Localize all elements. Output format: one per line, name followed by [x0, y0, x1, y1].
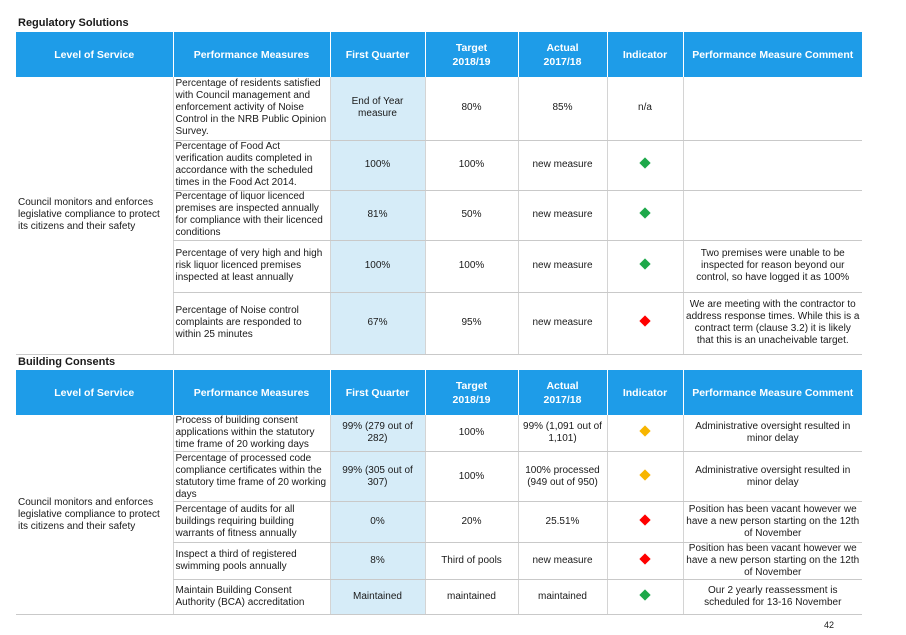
- indicator-cell: [607, 190, 683, 240]
- target-cell: 95%: [425, 292, 518, 354]
- section-title-building-consents: Building Consents: [18, 356, 116, 368]
- green-diamond-icon: [639, 207, 650, 218]
- header-comment: Performance Measure Comment: [683, 32, 862, 77]
- building-consents-table: [16, 370, 862, 615]
- target-cell: 100%: [425, 240, 518, 292]
- target-cell: 100%: [425, 415, 518, 452]
- section-title-regulatory-solutions: Regulatory Solutions: [18, 17, 129, 29]
- comment-cell: Position has been vacant however we have a new person starting on the 12th of November: [683, 502, 862, 543]
- target-cell: 50%: [425, 190, 518, 240]
- header-performance-measures: Performance Measures: [173, 370, 330, 415]
- first-quarter-cell: 99% (305 out of 307): [330, 452, 425, 502]
- first-quarter-cell: 67%: [330, 292, 425, 354]
- indicator-cell: [607, 140, 683, 190]
- actual-cell: 25.51%: [518, 502, 607, 543]
- target-cell: 100%: [425, 452, 518, 502]
- first-quarter-cell: 0%: [330, 502, 425, 543]
- measure-cell: Percentage of Noise control complaints are responded to within 25 minutes: [173, 292, 330, 354]
- header-comment: Performance Measure Comment: [683, 370, 862, 415]
- first-quarter-cell: 8%: [330, 543, 425, 580]
- measure-cell: Percentage of Food Act verification audits completed in accordance with the scheduled times in the Food Act 2014.: [173, 140, 330, 190]
- header-level-of-service: Level of Service: [16, 32, 173, 77]
- green-diamond-icon: [639, 157, 650, 168]
- actual-cell: 99% (1,091 out of 1,101): [518, 415, 607, 452]
- comment-cell: Position has been vacant however we have a new person starting on the 12th of November: [683, 543, 862, 580]
- comment-cell: [683, 77, 862, 140]
- comment-cell: Administrative oversight resulted in minor delay: [683, 452, 862, 502]
- first-quarter-cell: End of Year measure: [330, 77, 425, 140]
- indicator-cell: [607, 415, 683, 452]
- actual-cell: new measure: [518, 140, 607, 190]
- header-target: Target 2018/19: [425, 32, 518, 77]
- header-indicator: Indicator: [607, 370, 683, 415]
- level-of-service-cell: Council monitors and enforces legislative compliance to protect its citizens and their safety: [16, 415, 173, 615]
- target-cell: maintained: [425, 580, 518, 615]
- header-indicator: Indicator: [607, 32, 683, 77]
- actual-cell: new measure: [518, 292, 607, 354]
- indicator-cell: [607, 502, 683, 543]
- page-number: 42: [823, 620, 834, 630]
- header-actual: Actual 2017/18: [518, 32, 607, 77]
- green-diamond-icon: [639, 589, 650, 600]
- indicator-cell: [607, 240, 683, 292]
- measure-cell: Maintain Building Consent Authority (BCA) accreditation: [173, 580, 330, 615]
- regulatory-solutions-table: [16, 32, 862, 355]
- red-diamond-icon: [639, 514, 650, 525]
- comment-cell: Administrative oversight resulted in minor delay: [683, 415, 862, 452]
- indicator-cell: [607, 543, 683, 580]
- red-diamond-icon: [639, 553, 650, 564]
- target-cell: Third of pools: [425, 543, 518, 580]
- comment-cell: Two premises were unable to be inspected for reason beyond our control, so have logged it as 100%: [683, 240, 862, 292]
- indicator-cell: [607, 292, 683, 354]
- measure-cell: Process of building consent applications within the statutory time frame of 20 working days: [173, 415, 330, 452]
- measure-cell: Percentage of residents satisfied with Council management and enforcement activity of Noise Control in the NRB Public Opinion Survey.: [173, 77, 330, 140]
- level-of-service-cell: Council monitors and enforces legislative compliance to protect its citizens and their safety: [16, 77, 173, 354]
- target-cell: 20%: [425, 502, 518, 543]
- measure-cell: Percentage of liquor licenced premises are inspected annually for compliance with their licenced conditions: [173, 190, 330, 240]
- first-quarter-cell: 100%: [330, 140, 425, 190]
- first-quarter-cell: 100%: [330, 240, 425, 292]
- header-first-quarter: First Quarter: [330, 32, 425, 77]
- indicator-cell: [607, 452, 683, 502]
- amber-diamond-icon: [639, 425, 650, 436]
- comment-cell: We are meeting with the contractor to address response times. While this is a contract term (clause 3.2) it is likely that this is an unacheivable target.: [683, 292, 862, 354]
- actual-cell: 100% processed (949 out of 950): [518, 452, 607, 502]
- measure-cell: Percentage of very high and high risk liquor licenced premises inspected at least annually: [173, 240, 330, 292]
- header-actual: Actual 2017/18: [518, 370, 607, 415]
- header-target: Target 2018/19: [425, 370, 518, 415]
- green-diamond-icon: [639, 258, 650, 269]
- actual-cell: new measure: [518, 543, 607, 580]
- comment-cell: [683, 140, 862, 190]
- target-cell: 100%: [425, 140, 518, 190]
- measure-cell: Percentage of processed code compliance certificates within the statutory time frame of 20 working days: [173, 452, 330, 502]
- comment-cell: [683, 190, 862, 240]
- indicator-cell: n/a: [607, 77, 683, 140]
- indicator-cell: [607, 580, 683, 615]
- red-diamond-icon: [639, 315, 650, 326]
- header-level-of-service: Level of Service: [16, 370, 173, 415]
- first-quarter-cell: 81%: [330, 190, 425, 240]
- measure-cell: Percentage of audits for all buildings requiring building warrants of fitness annually: [173, 502, 330, 543]
- target-cell: 80%: [425, 77, 518, 140]
- header-first-quarter: First Quarter: [330, 370, 425, 415]
- table-row: [16, 415, 862, 452]
- first-quarter-cell: 99% (279 out of 282): [330, 415, 425, 452]
- header-performance-measures: Performance Measures: [173, 32, 330, 77]
- actual-cell: new measure: [518, 190, 607, 240]
- comment-cell: Our 2 yearly reassessment is scheduled for 13-16 November: [683, 580, 862, 615]
- actual-cell: maintained: [518, 580, 607, 615]
- table-row: [16, 77, 862, 140]
- measure-cell: Inspect a third of registered swimming pools annually: [173, 543, 330, 580]
- amber-diamond-icon: [639, 469, 650, 480]
- actual-cell: 85%: [518, 77, 607, 140]
- first-quarter-cell: Maintained: [330, 580, 425, 615]
- actual-cell: new measure: [518, 240, 607, 292]
